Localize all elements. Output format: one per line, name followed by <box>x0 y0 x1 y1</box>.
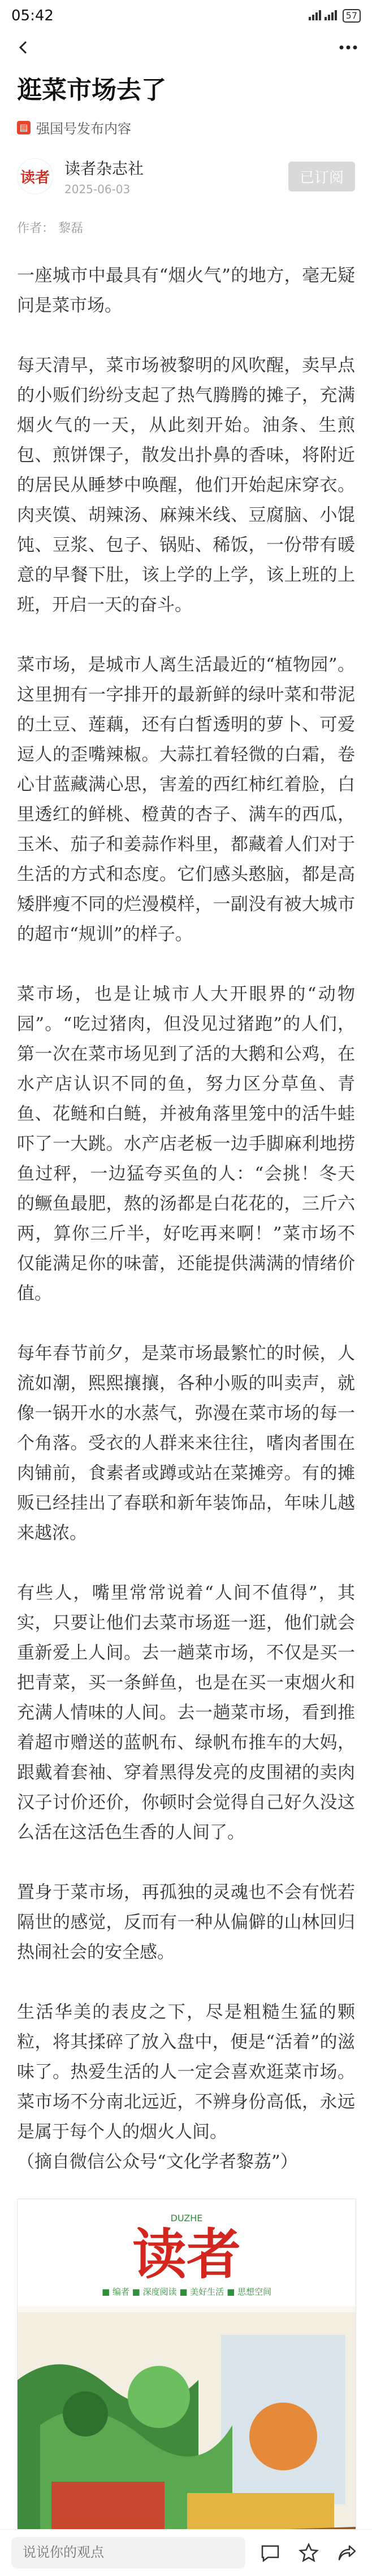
paragraph: 每天清早，菜市场被黎明的风吹醒，卖早点的小贩们纷纷支起了热气腾腾的摊子，充满烟火气的一天，从此刻开始。油条、生煎包、煎饼馃子，散发出扑鼻的香味，将附近的居民从睡梦中唤醒，他们开始起床穿衣。肉夹馍、胡辣汤、麻辣米线、豆腐脑、小馄饨、豆浆、包子、锅贴、稀饭，一份带有暖意的早餐下肚，该上学的上学，该上班的上班，开启一天的奋斗。 <box>17 355 355 615</box>
magazine-cover-image <box>17 2199 356 2566</box>
article-author: 作者： 黎磊 <box>17 221 83 236</box>
cover-small-text: DUZHE <box>170 2213 203 2223</box>
excerpt-source: （摘自微信公众号“文化学者黎荔”） <box>17 2152 298 2172</box>
comment-button[interactable] <box>257 2539 284 2566</box>
status-icons <box>309 9 361 23</box>
more-dots-icon <box>339 45 357 50</box>
bottom-action-bar <box>0 2529 372 2576</box>
favorite-button[interactable] <box>295 2539 322 2566</box>
paragraph: 每年春节前夕，是菜市场最繁忙的时候，人流如潮，熙熙攘攘，各种小贩的叫卖声，就像一锅开水的水蒸气，弥漫在菜市场的每一个角落。受衣的人群来来往往，嗜肉者围在肉铺前，食素者或蹲或站在菜摊旁。有的摊贩已经挂出了春联和新年装饰品，年味儿越来越浓。 <box>17 1343 355 1543</box>
share-button[interactable] <box>334 2539 361 2566</box>
publisher-card <box>17 156 355 196</box>
paragraph: 生活华美的表皮之下，尽是粗糙生猛的颗粒，将其揉碎了放入盘中，便是“活着”的滋味了。热爱生活的人一定会喜欢逛菜市场。菜市场不分南北远近，不辨身份高低，永远是属于每个人的烟火人间。 <box>17 2002 355 2142</box>
paragraph: 置身于菜市场，再孤独的灵魂也不会有恍若隔世的感觉，反而有一种从偏僻的山林回归热闹社会的安全感。 <box>17 1882 355 1963</box>
paragraph: 一座城市中最具有“烟火气”的地方，毫无疑问是菜市场。 <box>17 266 355 316</box>
battery-icon: 57 <box>343 9 361 23</box>
paragraph: 菜市场，也是让城市人大开眼界的“动物园”。“吃过猪肉，但没见过猪跑”的人们，第一次在菜市场见到了活的大鹅和公鸡，在水产店认识不同的鱼，努力区分草鱼、青鱼、花鲢和白鲢，并被角落里笼中的活牛蛙吓了一大跳。水产店老板一边手脚麻利地捞鱼过秤，一边猛夸买鱼的人：“会挑！冬天的鳜鱼最肥，熬的汤都是白花花的，三斤六两，算你三斤半，好吃再来啊！”菜市场不仅能满足你的味蕾，还能提供满满的情绪价值。 <box>17 984 355 1304</box>
paragraph: 有些人，嘴里常常说着“人间不值得”，其实，只要让他们去菜市场逛一逛，他们就会重新爱上人间。去一趟菜市场，不仅是买一把青菜，买一条鲜鱼，也是在买一束烟火和充满人情味的人间。去一趟菜市场，看到推着超市赠送的蓝帆布、绿帆布推车的大妈，跟戴着套袖、穿着黑得发亮的皮围裙的卖肉汉子讨价还价，你顿时会觉得自己好久没这么活在这活色生香的人间了。 <box>17 1583 355 1843</box>
cover-header <box>18 2199 356 2307</box>
share-icon <box>337 2543 357 2563</box>
publisher-info <box>64 156 288 196</box>
publisher-avatar[interactable]: 读者 <box>17 158 53 194</box>
source-icon: ▤ <box>17 121 31 134</box>
comment-input[interactable] <box>11 2537 245 2569</box>
source-tag-label: 强国号发布内容 <box>36 121 131 137</box>
article-title: 逛菜市场去了 <box>17 76 166 105</box>
cover-subtitle: ■ 编者 ■ 深度阅读 ■ 美好生活 ■ 思想空间 <box>101 2287 272 2297</box>
publisher-name[interactable]: 读者杂志社 <box>64 159 144 178</box>
cover-illustration <box>18 2312 356 2565</box>
status-time: 05:42 <box>11 7 54 24</box>
status-bar <box>0 0 372 32</box>
more-button[interactable] <box>336 35 361 60</box>
star-icon <box>299 2543 319 2563</box>
back-button[interactable] <box>11 35 36 60</box>
publish-date: 2025-06-03 <box>64 182 131 196</box>
paragraph: 菜市场，是城市人离生活最近的“植物园”。这里拥有一字排开的最新鲜的绿叶菜和带泥的土豆、莲藕，还有白皙透明的萝卜、可爱逗人的歪嘴辣椒。大蒜扛着轻微的白霜，卷心甘蓝藏满心思，害羞的西红柿红着脸，白里透红的鲜桃、橙黄的杏子、满车的西瓜，玉米、茄子和姜蒜作料里，都藏着人们对于生活的方式和态度。它们感头憨脑，都是高矮胖瘦不同的烂漫模样，一副没有被大城市的超市“规训”的样子。 <box>17 655 355 945</box>
article-body <box>17 261 355 2147</box>
comment-icon <box>260 2543 280 2563</box>
signal-icon <box>309 9 338 23</box>
nav-bar <box>0 32 372 63</box>
cover-title: 读者 <box>132 2222 241 2286</box>
follow-button[interactable]: 已订阅 <box>288 162 355 192</box>
source-tag <box>17 118 355 137</box>
chevron-left-icon <box>16 40 32 55</box>
